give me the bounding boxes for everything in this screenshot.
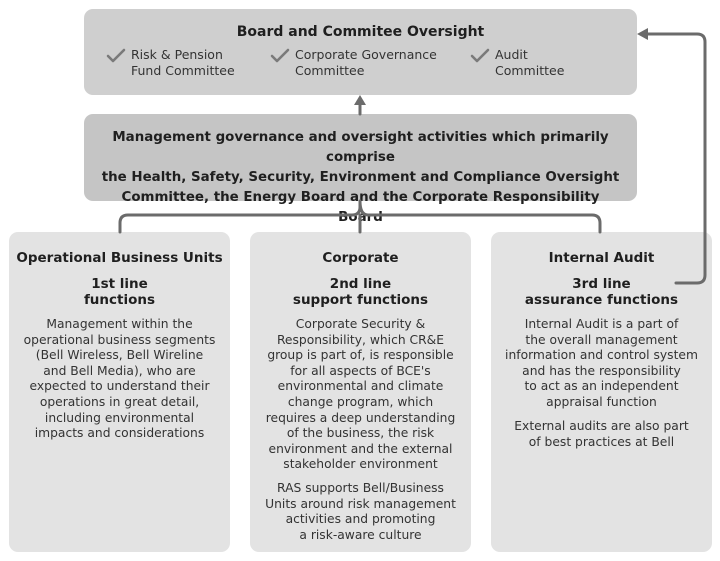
arrowhead-icon [637,28,648,40]
checkmark-icon [470,48,490,64]
column-title: Corporate [322,250,399,266]
internal-audit-box [491,232,712,552]
operational-business-units-box [9,232,230,552]
board-item-risk-pension [106,47,235,79]
board-item-corporate-governance [270,47,437,79]
column-title: Internal Audit [548,250,655,266]
arrowhead-icon [354,95,366,105]
board-item-label: Audit Committee [495,47,565,78]
column-body: Management within the operational business segments (Bell Wireless, Bell Wireline and Bell Media), who are expected to understand their operations in great detail, including environmental impacts and considerations [23,317,216,441]
board-item-label: Risk & Pension Fund Committee [131,47,235,78]
board-oversight-box [84,9,637,95]
column-body: Corporate Security & Responsibility, which CR&E group is part of, is responsible for all aspects of BCE's environmental and climate change program, which requires a deep understanding of the business, the risk environment and the external stakeholder environment [265,317,456,472]
management-governance-box [84,114,637,225]
column-body: Internal Audit is a part of the overall management information and control system and has the responsibility to act as an independent appraisal function [505,317,698,409]
column-subtitle: 1st line functions [83,276,156,308]
checkmark-icon [270,48,290,64]
management-governance-text: Management governance and oversight activities which primarily comprise the Health, Safety, Security, Environment and Compliance Oversight Committee, the Energy Board and the Corporate Responsibility Board [101,130,620,225]
corporate-box [250,232,471,552]
column-body-secondary: RAS supports Bell/Business Units around risk management activities and promoting a risk-aware culture [265,481,456,542]
column-title: Operational Business Units [16,250,223,266]
board-title: Board and Commitee Oversight [236,24,485,40]
column-subtitle: 3rd line assurance functions [524,276,679,308]
board-item-label: Corporate Governance Committee [295,47,437,78]
checkmark-icon [106,48,126,64]
column-body-secondary: External audits are also part of best practices at Bell [514,419,689,449]
column-subtitle: 2nd line support functions [292,276,429,308]
board-item-audit [470,47,564,79]
